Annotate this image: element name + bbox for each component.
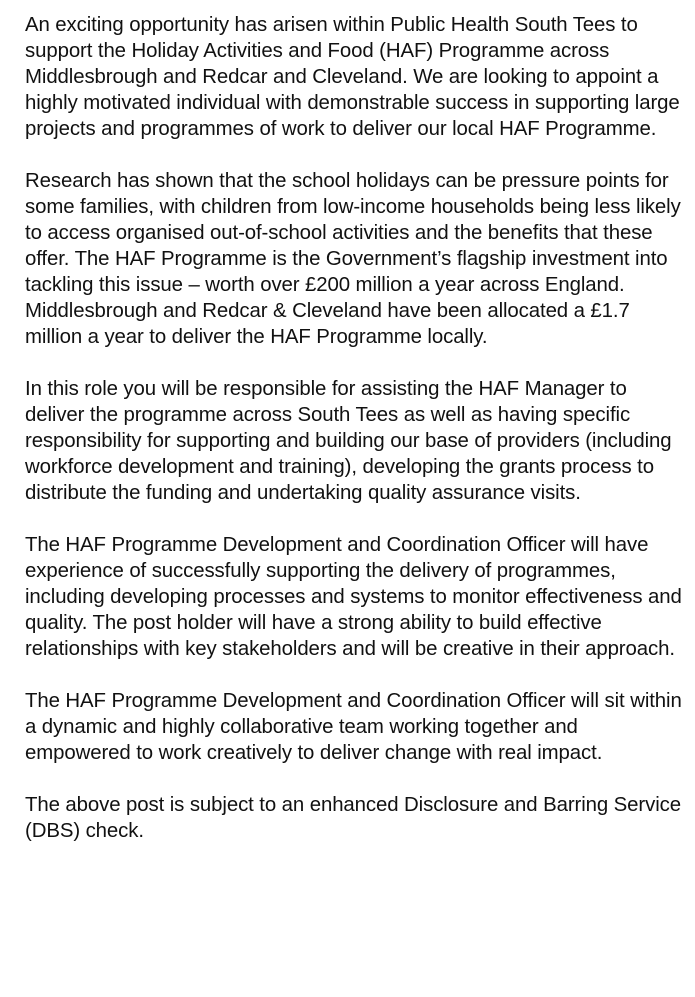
paragraph-opportunity: An exciting opportunity has arisen within Public Health South Tees to support the Holiday Activities and Food (HAF) Programme across Middlesbrough and Redcar and Cleveland. We are looking to appoint a highly motivated individual with demonstrable success in supporting large projects and programmes of work to deliver our local HAF Programme. [25,14,680,140]
paragraph-team: The HAF Programme Development and Coordination Officer will sit within a dynamic and highly collaborative team working together and empowered to work creatively to deliver change with real impact. [25,690,682,764]
paragraph-research: Research has shown that the school holidays can be pressure points for some families, with children from low-income households being less likely to access organised out-of-school activities and the benefits that these offer. The HAF Programme is the Government’s flagship investment into tackling this issue – worth over £200 million a year across England. Middlesbrough and Redcar & Cleveland have been allocated a £1.7 million a year to deliver the HAF Programme locally. [25,170,681,348]
paragraph-role: In this role you will be responsible for assisting the HAF Manager to deliver the programme across South Tees as well as having specific responsibility for supporting and building our base of providers (including workforce development and training), developing the grants process to distribute the funding and undertaking quality assurance visits. [25,378,672,504]
paragraph-experience: The HAF Programme Development and Coordination Officer will have experience of successfully supporting the delivery of programmes, including developing processes and systems to monitor effectiveness and quality. The post holder will have a strong ability to build effective relationships with key stakeholders and will be creative in their approach. [25,534,682,660]
paragraph-dbs-check: The above post is subject to an enhanced Disclosure and Barring Service (DBS) check. [25,794,681,842]
